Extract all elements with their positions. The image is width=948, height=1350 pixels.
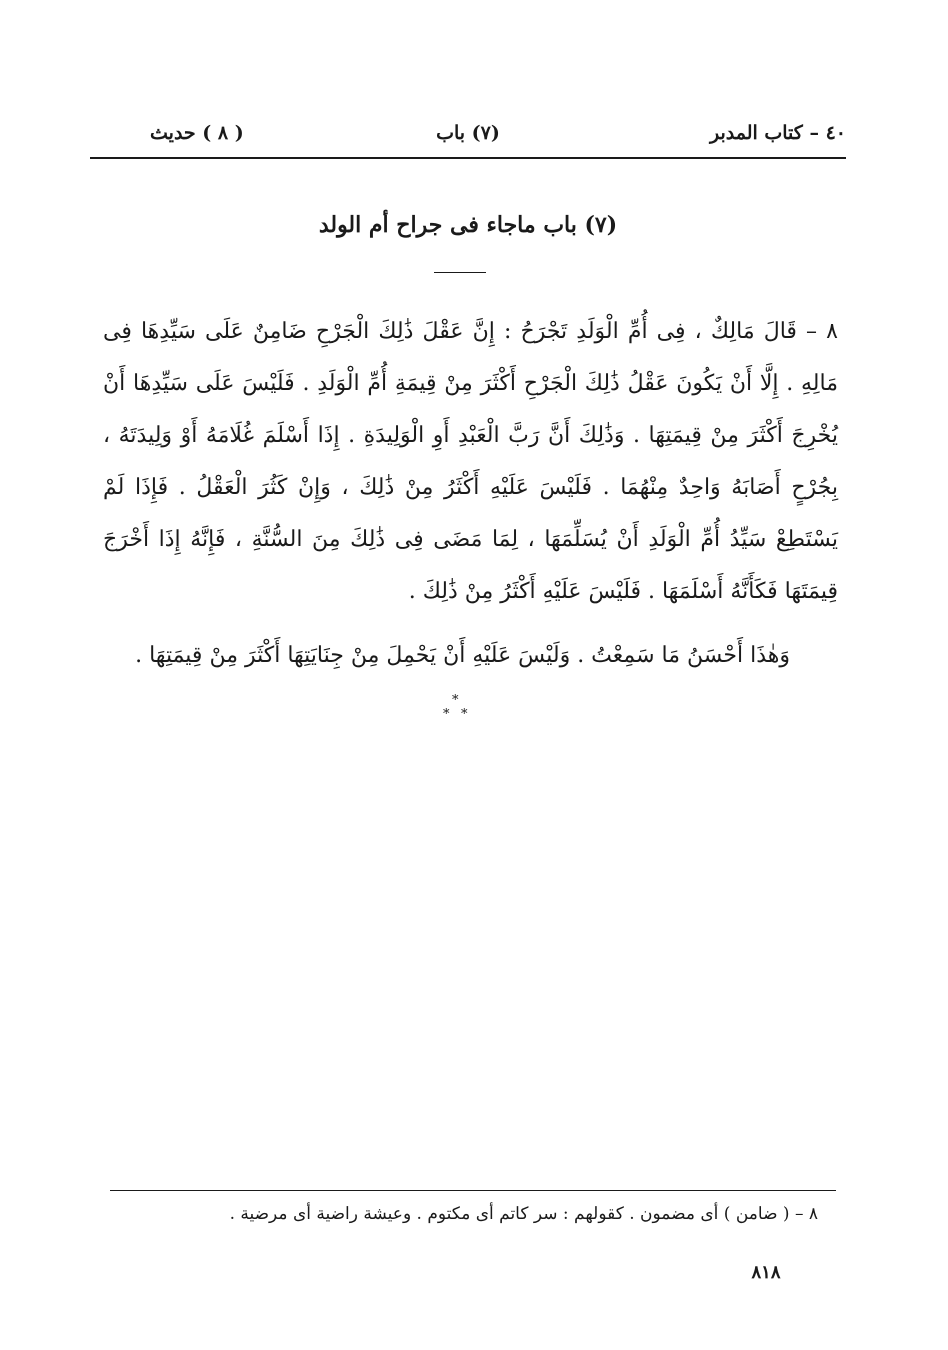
hadith-paragraph: ٨ – قَالَ مَالِكٌ ، فِى أُمِّ الْوَلَدِ تَجْرَحُ : إِنَّ عَقْلَ ذَٰلِكَ الْجَرْحِ ضَامِنٌ عَلَى سَيِّدِهَا فِى مَالِهِ . إِلَّا أَنْ يَكُونَ عَقْلُ ذَٰلِكَ الْجَرْحِ أَكْثَرَ مِنْ قِيمَةِ أُمِّ الْوَلَدِ . فَلَيْسَ عَلَى سَيِّدِهَا أَنْ يُخْرِجَ أَكْثَرَ مِنْ قِيمَتِهَا . وَذَٰلِكَ أَنَّ رَبَّ الْعَبْدِ أَوِ الْوَلِيدَةِ . إِذَا أَسْلَمَ غُلَامَهُ أَوْ وَلِيدَتَهُ ، بِجُرْحٍ أَصَابَهُ وَاحِدٌ مِنْهُمَا . فَلَيْسَ عَلَيْهِ أَكْثَرُ مِنْ ذَٰلِكَ ، وَإِنْ كَثُرَ الْعَقْلُ . فَإِذَا لَمْ يَسْتَطِعْ سَيِّدُ أُمِّ الْوَلَدِ أَنْ يُسَلِّمَهَا ، لِمَا مَضَى فِى ذَٰلِكَ مِنَ السُّنَّةِ ، فَإِنَّهُ إِذَا أَخْرَجَ قِيمَتَهَا فَكَأَنَّهُ أَسْلَمَهَا . فَلَيْسَ عَلَيْهِ أَكْثَرُ مِنْ ذَٰلِكَ .: [103, 319, 839, 604]
section-label: (٧) باب: [436, 122, 500, 144]
star-icon: *: [452, 693, 459, 708]
page-number: ٨١٨: [751, 1262, 781, 1283]
running-header: [90, 118, 846, 158]
main-text: [103, 306, 838, 682]
asterism-ornament: [438, 694, 478, 726]
hadith-label: ( ٨ ) حديث: [150, 122, 244, 144]
closing-paragraph: وَهٰذَا أَحْسَنُ مَا سَمِعْتُ . وَلَيْسَ عَلَيْهِ أَنْ يَحْمِلَ مِنْ جِنَايَتِهَا أَكْثَرَ مِنْ قِيمَتِهَا .: [135, 643, 790, 668]
footnote-divider: [110, 1190, 836, 1191]
book-chapter-label: ٤٠ – كتاب المدبر: [709, 122, 846, 144]
chapter-title: (٧) باب ماجاء فى جراح أم الولد: [318, 212, 618, 238]
star-icon: *: [461, 707, 468, 722]
star-icon: *: [443, 707, 450, 722]
footnote: ٨ – ( ضامن ) أى مضمون . كقولهم : سر كاتم أى مكتوم . وعيشة راضية أى مرضية .: [229, 1204, 818, 1224]
header-divider: [90, 157, 846, 159]
title-divider: [434, 272, 486, 273]
